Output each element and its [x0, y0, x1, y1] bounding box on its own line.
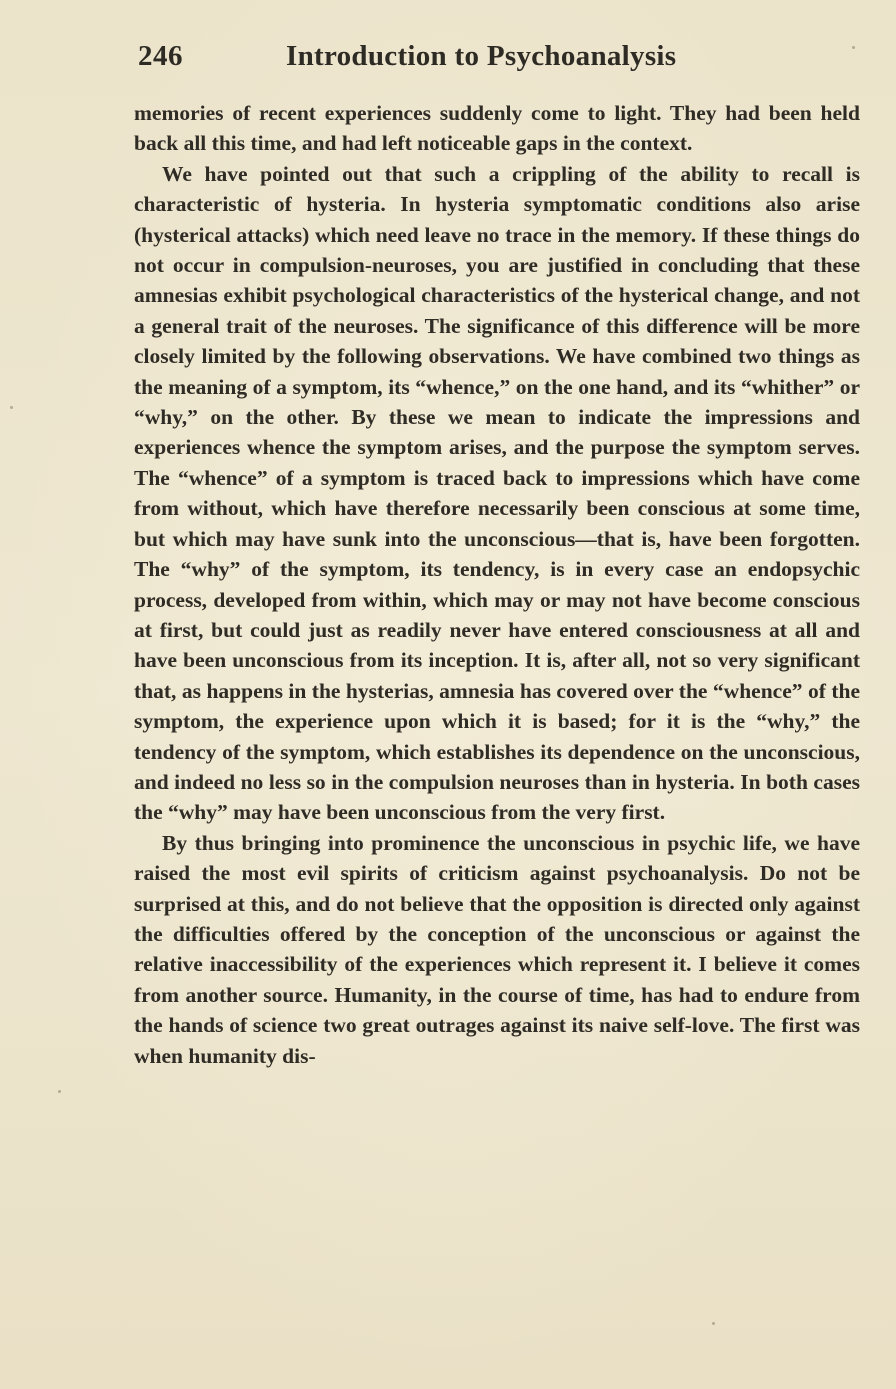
paragraph-unconscious: By thus bringing into prominence the unconscious in psychic life, we have raised the most evil spirits of criticism against psychoanalysis. Do not be surprised at this, and do not believe that the opposition is directed only against the difficulties offered by the conception of the unconscious or against the relative inaccessibility of the experiences which represent it. I believe it comes from another source. Humanity, in the course of time, has had to endure from the hands of science two great outrages against its naive self-love. The first was when humanity dis-	[134, 830, 860, 1068]
paper-speck	[58, 1090, 61, 1093]
paper-speck	[852, 46, 855, 49]
running-head	[136, 40, 856, 80]
paper-speck	[10, 406, 13, 409]
paper-speck	[712, 1322, 715, 1325]
paragraph-continuation: memories of recent experiences suddenly come to light. They had been held back all this time, and had left noticeable gaps in the context.	[134, 101, 860, 156]
running-title: Introduction to Psychoanalysis	[286, 40, 677, 72]
paragraph-amnesia: We have pointed out that such a crippling of the ability to recall is characteristic of hysteria. In hysteria symptomatic conditions also arise (hysterical attacks) which need leave no trace in the memory. If these things do not occur in compulsion-neuroses, you are justified in concluding that these amnesias exhibit psychological characteristics of the hysterical change, and not a general trait of the neuroses. The significance of this difference will be more closely limited by the following observations. We have combined two things as the meaning of a symptom, its “whence,” on the one hand, and its “whither” or “why,” on the other. By these we mean to indicate the impressions and experiences whence the symptom arises, and the purpose the symptom serves. The “whence” of a symptom is traced back to impressions which have come from without, which have therefore necessarily been conscious at some time, but which may have sunk into the unconscious—that is, have been forgotten. The “why” of the symptom, its tendency, is in every case an endopsychic process, developed from within, which may or may not have become conscious at first, but could just as readily never have entered consciousness at all and have been unconscious from its inception. It is, after all, not so very significant that, as happens in the hysterias, amnesia has covered over the “whence” of the symptom, the experience upon which it is based; for it is the “why,” the tendency of the symptom, which establishes its dependence on the unconscious, and indeed no less so in the compulsion neuroses than in hysteria. In both cases the “why” may have been unconscious from the very first.	[134, 161, 860, 825]
page-number: 246	[138, 40, 183, 72]
body-text	[134, 98, 860, 1071]
